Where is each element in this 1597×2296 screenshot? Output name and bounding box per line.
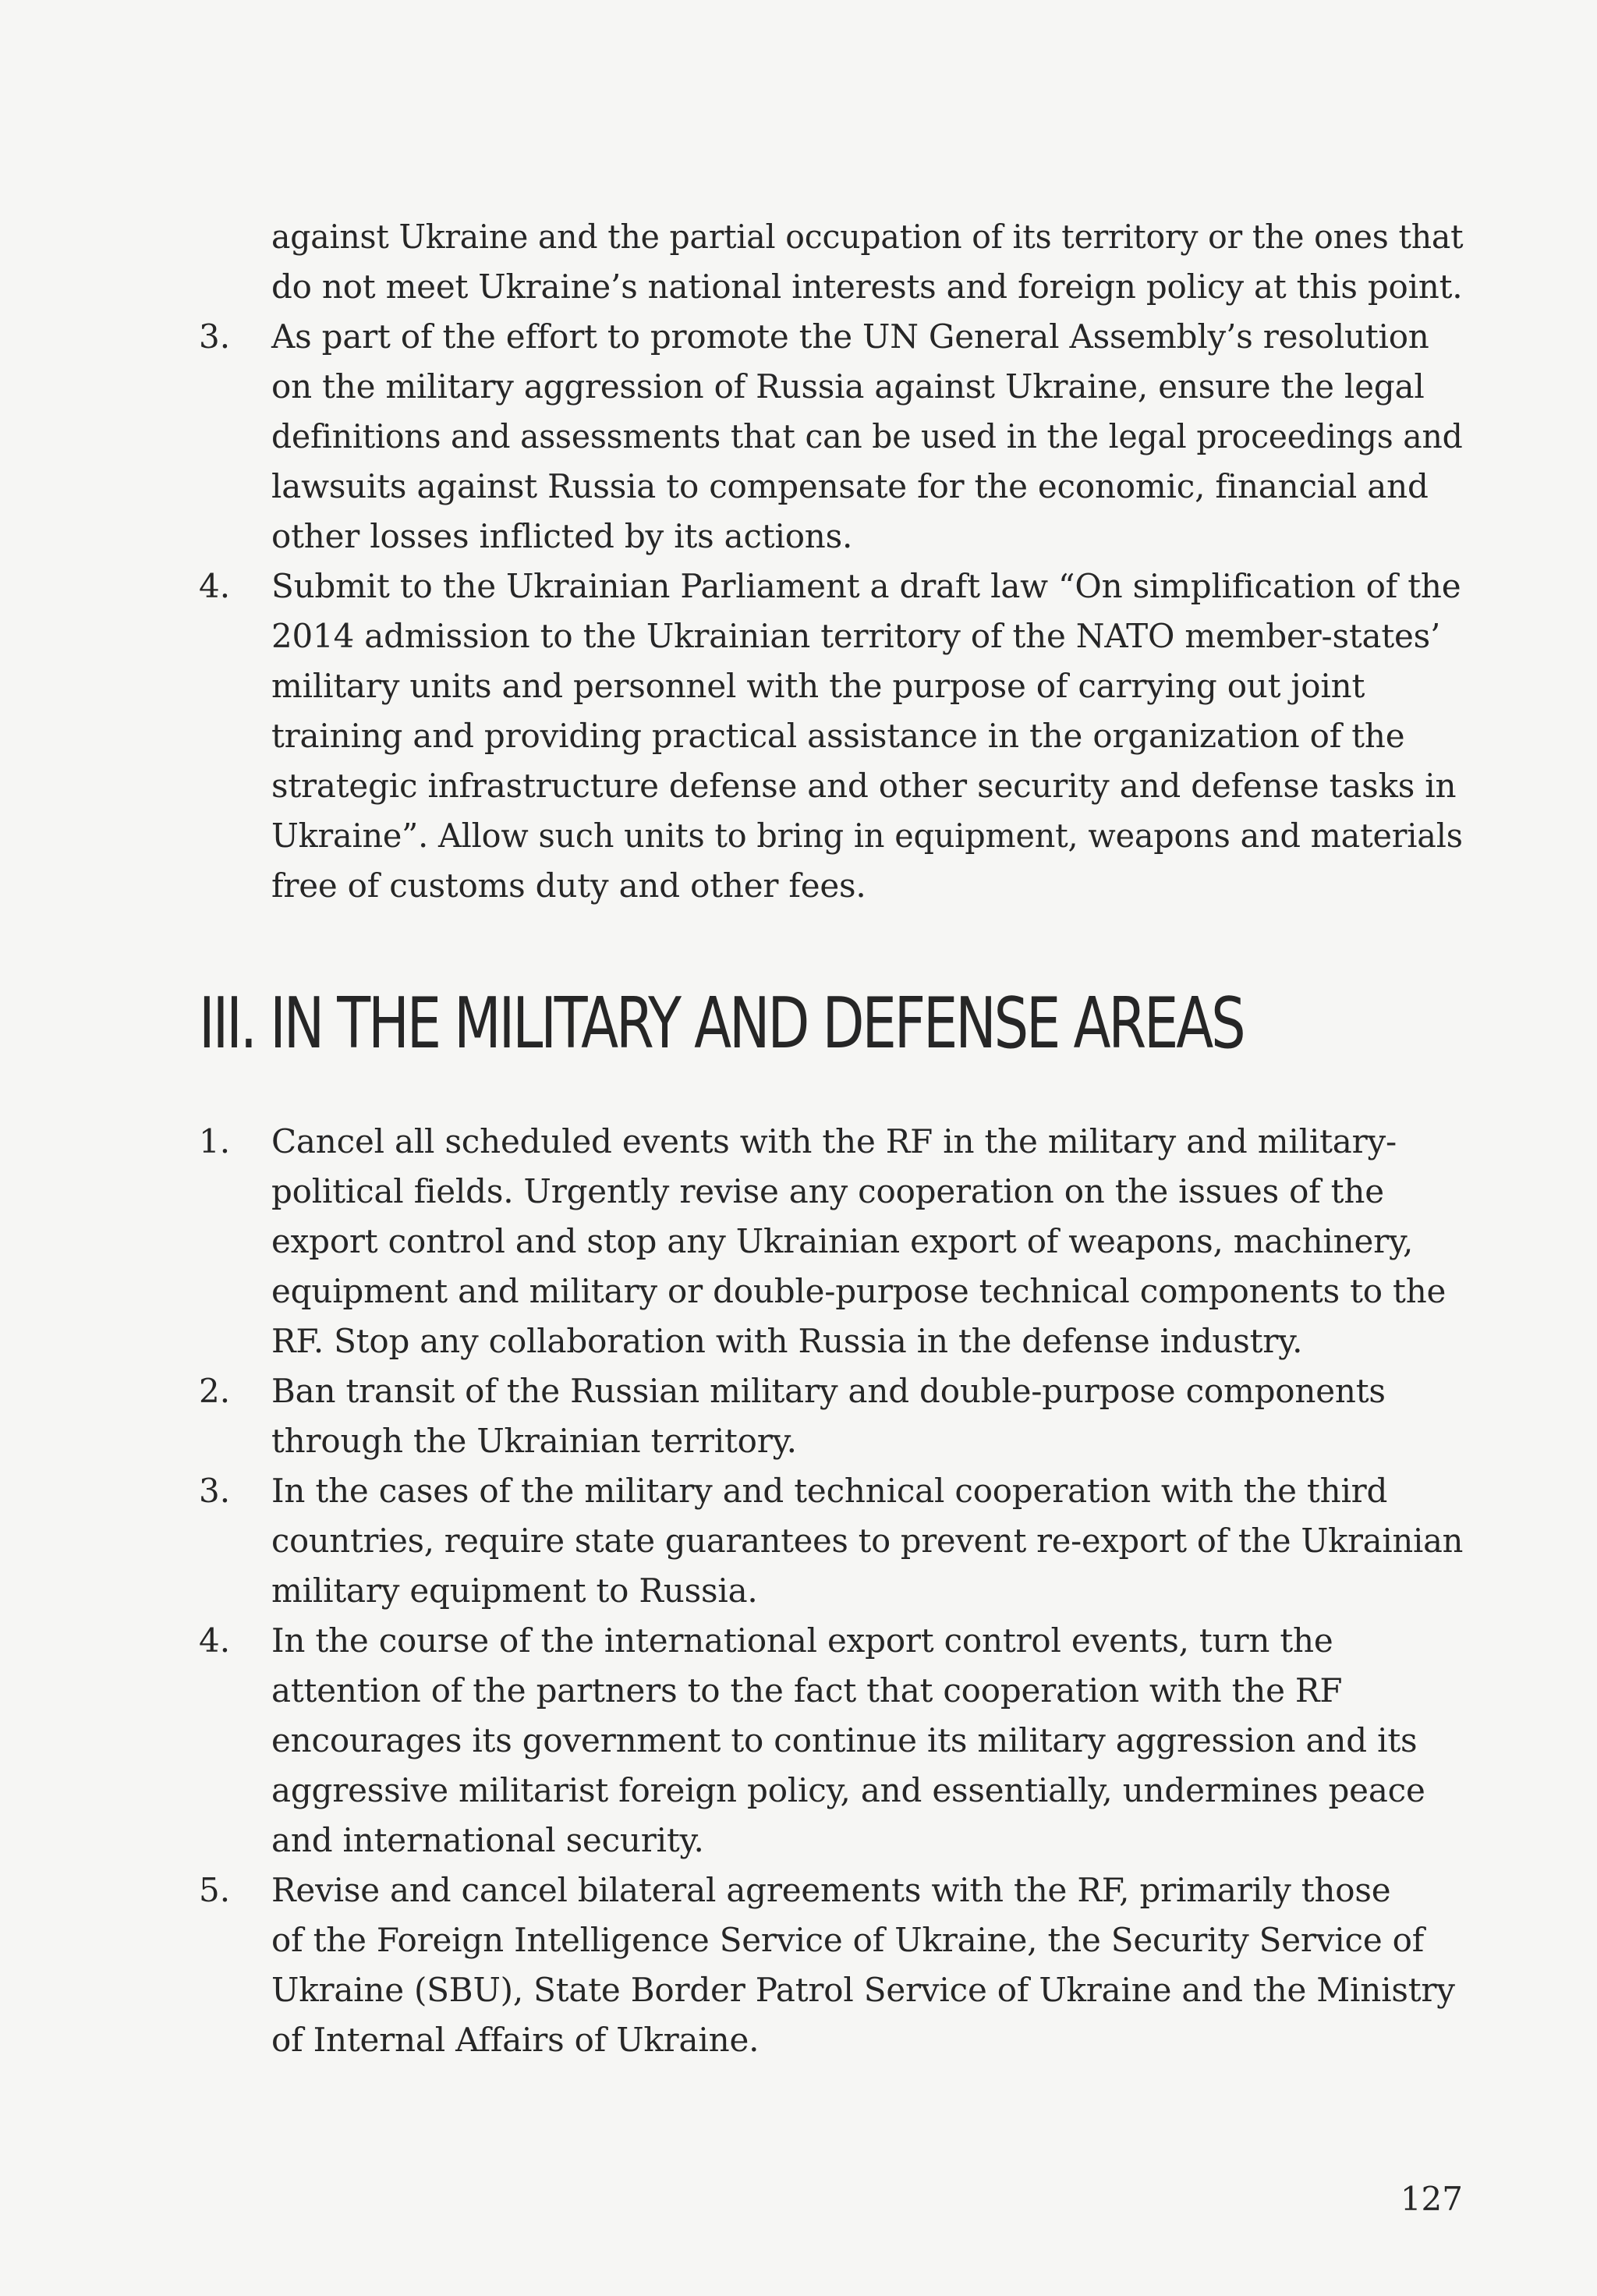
list-item-number: 1. — [199, 1122, 231, 1160]
text-line: 2014 admission to the Ukrainian territory of the NATO member-states’ — [271, 617, 1441, 655]
text-line: As part of the effort to promote the UN General Assembly’s resolution — [271, 317, 1429, 356]
text-line: lawsuits against Russia to compensate for the economic, financial and — [271, 467, 1429, 505]
list-item-number: 4. — [199, 567, 231, 605]
text-line: aggressive militarist foreign policy, and essentially, undermines peace — [271, 1771, 1425, 1809]
text-line: export control and stop any Ukrainian export of weapons, machinery, — [271, 1222, 1414, 1260]
text-line: RF. Stop any collaboration with Russia in the defense industry. — [271, 1322, 1303, 1360]
text-line: countries, require state guarantees to prevent re-export of the Ukrainian — [271, 1522, 1464, 1560]
text-line: military units and personnel with the purpose of carrying out joint — [271, 667, 1365, 705]
text-line: In the course of the international export control events, turn the — [271, 1621, 1333, 1660]
list-item-number: 3. — [199, 1472, 231, 1510]
list-item-number: 2. — [199, 1372, 231, 1410]
text-line: definitions and assessments that can be used in the legal proceedings and — [271, 417, 1463, 455]
text-line: equipment and military or double-purpose technical components to the — [271, 1272, 1447, 1310]
text-line: military equipment to Russia. — [271, 1571, 758, 1610]
text-line: training and providing practical assistance in the organization of the — [271, 717, 1405, 755]
text-line: Ban transit of the Russian military and double-purpose components — [271, 1372, 1386, 1410]
text-line: Submit to the Ukrainian Parliament a draft law “On simplification of the — [271, 567, 1461, 605]
text-line: Ukraine”. Allow such units to bring in equipment, weapons and materials — [271, 817, 1463, 855]
page-number: 127 — [1400, 2180, 1463, 2218]
text-line: of Internal Affairs of Ukraine. — [271, 2021, 760, 2059]
text-line: of the Foreign Intelligence Service of Ukraine, the Security Service of — [271, 1921, 1425, 1959]
text-line: do not meet Ukraine’s national interests and foreign policy at this point. — [271, 268, 1463, 306]
list-item-number: 4. — [199, 1621, 231, 1660]
text-line: against Ukraine and the partial occupation of its territory or the ones that — [271, 218, 1464, 256]
text-line: Ukraine (SBU), State Border Patrol Service of Ukraine and the Ministry — [271, 1971, 1455, 2009]
text-line: through the Ukrainian territory. — [271, 1422, 797, 1460]
text-line: on the military aggression of Russia against Ukraine, ensure the legal — [271, 367, 1425, 406]
text-line: political fields. Urgently revise any cooperation on the issues of the — [271, 1172, 1384, 1210]
text-line: strategic infrastructure defense and other security and defense tasks in — [271, 767, 1457, 805]
text-line: Cancel all scheduled events with the RF in the military and military- — [271, 1122, 1397, 1160]
list-item-number: 3. — [199, 317, 231, 356]
text-line: attention of the partners to the fact that cooperation with the RF — [271, 1671, 1343, 1710]
text-line: and international security. — [271, 1821, 704, 1859]
text-line: encourages its government to continue its military aggression and its — [271, 1721, 1418, 1759]
section-heading: III. IN THE MILITARY AND DEFENSE AREAS — [199, 983, 1244, 1065]
text-line: Revise and cancel bilateral agreements with the RF, primarily those — [271, 1871, 1391, 1909]
text-line: free of customs duty and other fees. — [271, 866, 866, 905]
text-line: In the cases of the military and technical cooperation with the third — [271, 1472, 1388, 1510]
text-line: other losses inflicted by its actions. — [271, 517, 853, 555]
list-item-number: 5. — [199, 1871, 231, 1909]
